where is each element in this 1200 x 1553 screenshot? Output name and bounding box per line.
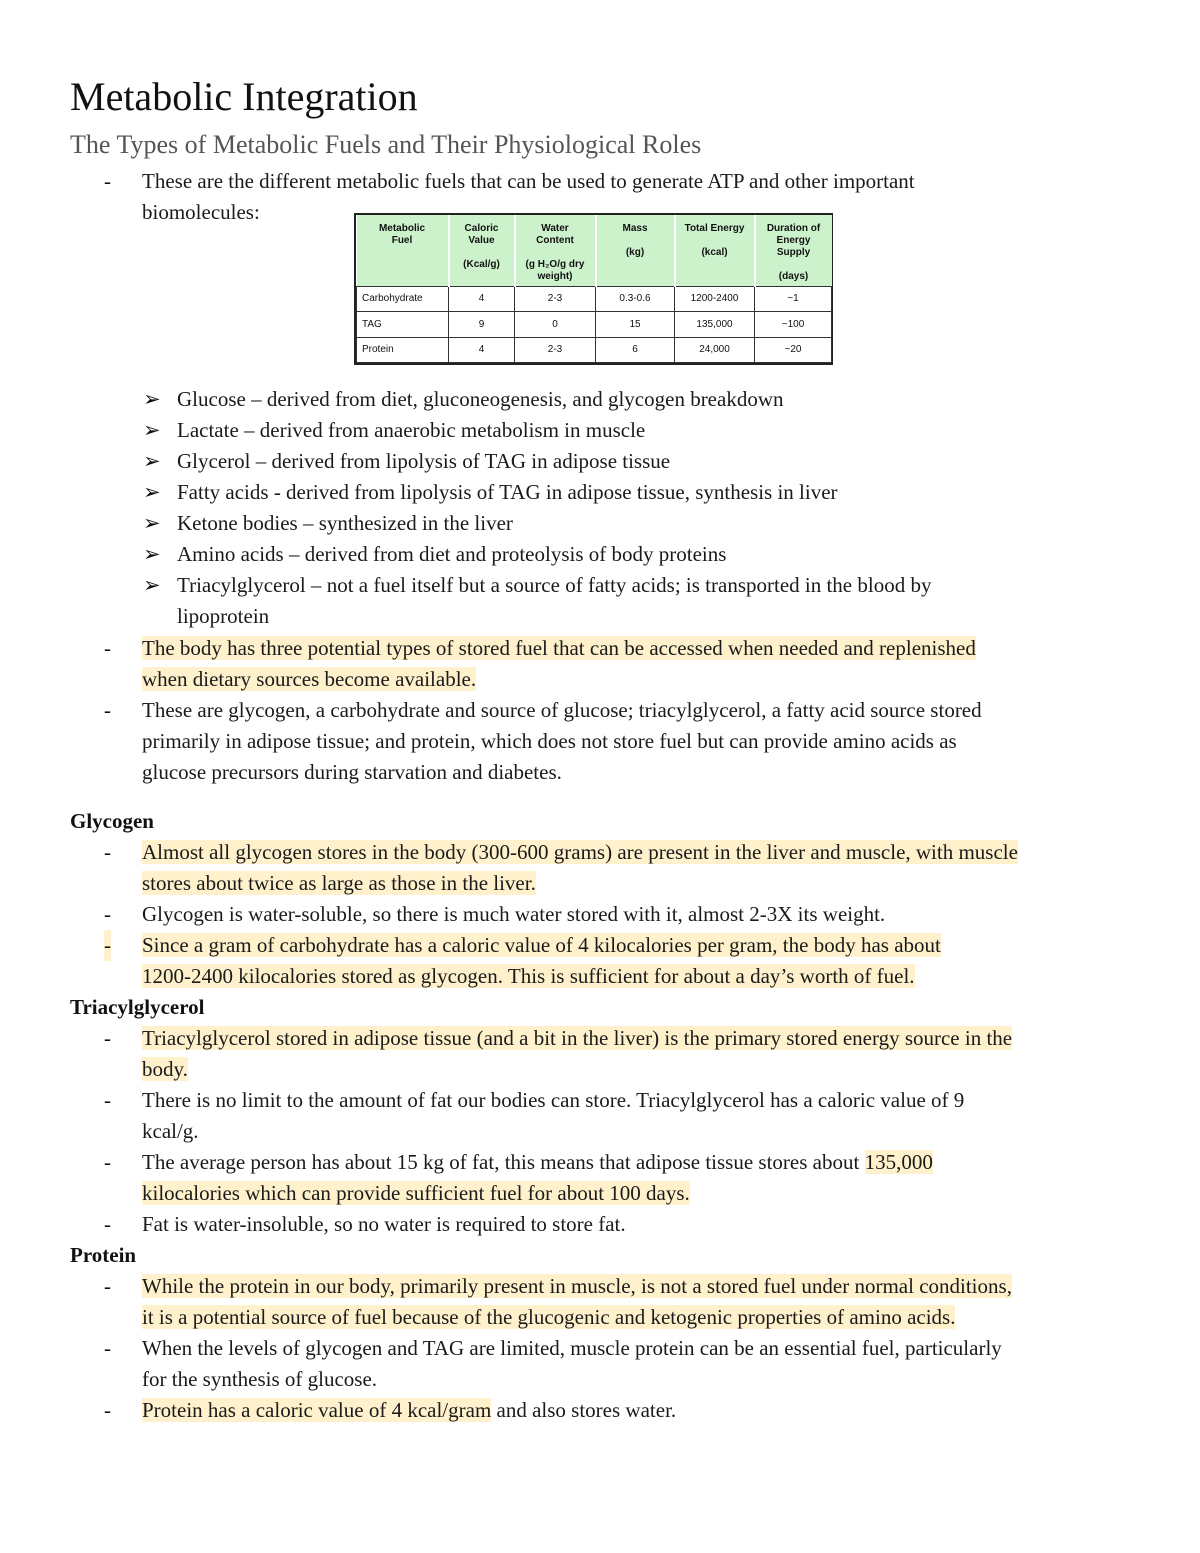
table-cell: ~1 <box>755 286 832 311</box>
table-cell: 2-3 <box>515 337 596 362</box>
bullet-dash: - <box>104 698 111 722</box>
stored-types-text-2: primarily in adipose tissue; and protein, which does not store fuel but can provide amino acids as <box>142 729 957 753</box>
glycogen-point-3-continued: 1200-2400 kilocalories stored as glycogen. This is sufficient for about a day’s worth of fuel. <box>142 964 915 988</box>
fuel-list-item-continued: lipoprotein <box>177 604 270 628</box>
arrow-bullet-icon: ➢ <box>143 387 161 411</box>
table-cell: ~20 <box>755 337 832 362</box>
arrow-bullet-icon: ➢ <box>143 418 161 442</box>
protein-point-2-continued: for the synthesis of glucose. <box>142 1367 378 1391</box>
fuel-list-item: Ketone bodies – synthesized in the liver <box>177 511 513 535</box>
arrow-bullet-icon: ➢ <box>143 573 161 597</box>
tag-point-3-continued: kilocalories which can provide sufficient fuel for about 100 days. <box>142 1181 690 1205</box>
glycogen-point-1-continued: stores about twice as large as those in the liver. <box>142 871 536 895</box>
protein-point-2: When the levels of glycogen and TAG are limited, muscle protein can be an essential fuel, particularly <box>142 1336 1002 1360</box>
bullet-dash: - <box>104 169 111 193</box>
table-cell: ~100 <box>755 312 832 337</box>
glycogen-heading: Glycogen <box>70 809 154 833</box>
table-header-cell: Water Content (g H₂O/g dry weight) <box>515 215 596 286</box>
protein-point-1-continued: it is a potential source of fuel because of the glucogenic and ketogenic properties of amino acids. <box>142 1305 956 1329</box>
table-row <box>357 312 832 337</box>
tag-point-4: Fat is water-insoluble, so no water is required to store fat. <box>142 1212 626 1236</box>
fuel-list-item: Triacylglycerol – not a fuel itself but a source of fatty acids; is transported in the blood by <box>177 573 932 597</box>
table-header-cell: Caloric Value (Kcal/g) <box>449 215 515 286</box>
intro-text-continued: biomolecules: <box>142 200 260 224</box>
fuel-list-item: Amino acids – derived from diet and proteolysis of body proteins <box>177 542 727 566</box>
table-header-cell: Duration of Energy Supply (days) <box>755 215 832 286</box>
arrow-bullet-icon: ➢ <box>143 480 161 504</box>
protein-heading: Protein <box>70 1243 137 1267</box>
bullet-dash: - <box>104 1150 111 1174</box>
tag-point-3: The average person has about 15 kg of fat, this means that adipose tissue stores about 135,000 <box>142 1150 933 1174</box>
fuel-list-item: Glucose – derived from diet, gluconeogenesis, and glycogen breakdown <box>177 387 784 411</box>
table-cell: 24,000 <box>675 337 755 362</box>
table-cell: 0.3-0.6 <box>596 286 675 311</box>
tag-point-1-continued: body. <box>142 1057 188 1081</box>
stored-types-text: These are glycogen, a carbohydrate and source of glucose; triacylglycerol, a fatty acid source stored <box>142 698 982 722</box>
table-cell: 6 <box>596 337 675 362</box>
table-header-cell: Mass (kg) <box>596 215 675 286</box>
stored-fuel-text: The body has three potential types of stored fuel that can be accessed when needed and replenished <box>142 636 976 660</box>
table-body <box>357 286 832 362</box>
protein-point-3: Protein has a caloric value of 4 kcal/gram and also stores water. <box>142 1398 677 1422</box>
table-header-cell: Metabolic Fuel <box>357 215 449 286</box>
table-cell: Carbohydrate <box>357 286 449 311</box>
glycogen-point-3: Since a gram of carbohydrate has a caloric value of 4 kilocalories per gram, the body has about <box>142 933 941 957</box>
tag-heading: Triacylglycerol <box>70 995 205 1019</box>
table-cell: TAG <box>357 312 449 337</box>
arrow-bullet-icon: ➢ <box>143 449 161 473</box>
tag-point-1: Triacylglycerol stored in adipose tissue (and a bit in the liver) is the primary stored energy source in the <box>142 1026 1013 1050</box>
bullet-dash: - <box>104 1274 111 1298</box>
bullet-dash: - <box>104 1336 111 1360</box>
table-cell: 4 <box>449 337 515 362</box>
table-cell: 15 <box>596 312 675 337</box>
bullet-dash: - <box>104 636 111 660</box>
fuel-list-item: Fatty acids - derived from lipolysis of TAG in adipose tissue, synthesis in liver <box>177 480 838 504</box>
fuel-table <box>354 213 833 365</box>
arrow-bullet-icon: ➢ <box>143 511 161 535</box>
bullet-dash: - <box>104 1398 111 1422</box>
bullet-dash: - <box>104 902 111 926</box>
fuel-list-item: Lactate – derived from anaerobic metabolism in muscle <box>177 418 646 442</box>
bullet-dash: - <box>104 1026 111 1050</box>
bullet-dash: - <box>104 930 111 961</box>
table-row <box>357 337 832 362</box>
arrow-bullet-icon: ➢ <box>143 542 161 566</box>
table-cell: 1200-2400 <box>675 286 755 311</box>
table-cell: 135,000 <box>675 312 755 337</box>
bullet-dash: - <box>104 1212 111 1236</box>
table-cell: 0 <box>515 312 596 337</box>
tag-point-2-continued: kcal/g. <box>142 1119 199 1143</box>
table-cell: 9 <box>449 312 515 337</box>
intro-text: These are the different metabolic fuels that can be used to generate ATP and other important <box>142 169 915 193</box>
table-cell: Protein <box>357 337 449 362</box>
table-cell: 4 <box>449 286 515 311</box>
glycogen-point-2: Glycogen is water-soluble, so there is much water stored with it, almost 2-3X its weight. <box>142 902 886 926</box>
fuel-list-item: Glycerol – derived from lipolysis of TAG in adipose tissue <box>177 449 671 473</box>
table-cell: 2-3 <box>515 286 596 311</box>
protein-point-1: While the protein in our body, primarily present in muscle, is not a stored fuel under normal conditions, <box>142 1274 1012 1298</box>
tag-point-2: There is no limit to the amount of fat our bodies can store. Triacylglycerol has a caloric value of 9 <box>142 1088 965 1112</box>
stored-types-text-3: glucose precursors during starvation and diabetes. <box>142 760 562 784</box>
stored-fuel-text-continued: when dietary sources become available. <box>142 667 477 691</box>
section-title: The Types of Metabolic Fuels and Their Physiological Roles <box>70 130 702 159</box>
bullet-dash: - <box>104 1088 111 1112</box>
table-header-row <box>357 215 832 286</box>
table-header-cell: Total Energy (kcal) <box>675 215 755 286</box>
table-row <box>357 286 832 311</box>
bullet-dash: - <box>104 840 111 864</box>
glycogen-point-1: Almost all glycogen stores in the body (300-600 grams) are present in the liver and muscle, with muscle <box>142 840 1018 864</box>
page-title: Metabolic Integration <box>70 74 418 119</box>
